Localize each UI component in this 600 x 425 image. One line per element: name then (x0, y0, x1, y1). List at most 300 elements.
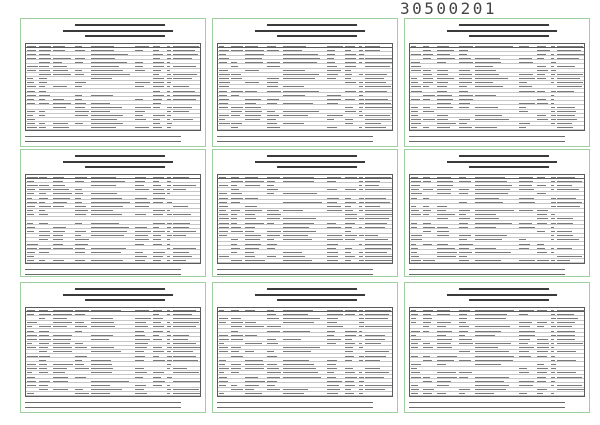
cell-text-line (359, 127, 362, 128)
cell-text-line (283, 351, 311, 352)
cell-text-line (551, 227, 554, 228)
cell-text-line (267, 115, 279, 116)
cell-text-line (27, 111, 35, 112)
cell-text-line (173, 185, 196, 186)
cell-text-line (219, 381, 228, 382)
cell-text-line (39, 54, 50, 55)
cell-text-line (27, 66, 38, 67)
cell-text-line (219, 385, 226, 386)
cell-text-line (345, 231, 351, 232)
cell-text-line (267, 99, 279, 100)
cell-text-line (75, 223, 82, 224)
cell-text-line (475, 335, 495, 336)
cell-text-line (75, 198, 81, 199)
cell-text-line (365, 78, 384, 79)
cell-text-line (153, 177, 164, 178)
cell-text-line (167, 58, 171, 59)
cell-text-line (153, 351, 164, 352)
cell-text-line (153, 252, 165, 253)
cell-text-line (167, 99, 171, 100)
cell-text-line (39, 314, 51, 315)
cell-text-line (365, 372, 389, 373)
cell-text-line (27, 372, 32, 373)
cell-text-line (475, 107, 498, 108)
cell-text-line (245, 103, 256, 104)
cell-text-line (283, 86, 304, 87)
cell-text-line (39, 193, 46, 194)
cell-text-line (219, 256, 229, 257)
cell-text-line (267, 46, 276, 47)
cell-text-line (53, 46, 65, 47)
cell-text-line (39, 74, 51, 75)
report-page (212, 18, 398, 147)
cell-text-line (167, 343, 170, 344)
cell-text-line (537, 70, 548, 71)
cell-text-line (153, 347, 162, 348)
cell-text-line (173, 223, 190, 224)
cell-text-line (53, 127, 69, 128)
cell-text-line (359, 256, 363, 257)
cell-text-line (345, 227, 352, 228)
cell-text-line (437, 360, 454, 361)
cell-text-line (167, 50, 171, 51)
cell-text-line (27, 123, 35, 124)
cell-text-line (231, 193, 242, 194)
cell-text-line (283, 78, 315, 79)
cell-text-line (153, 331, 163, 332)
cell-text-line (231, 389, 243, 390)
cell-text-line (359, 318, 364, 319)
cell-text-line (91, 223, 119, 224)
cell-text-line (135, 351, 144, 352)
cell-text-line (245, 214, 255, 215)
cell-text-line (231, 231, 243, 232)
report-heading-area (253, 155, 383, 169)
cell-text-line (327, 368, 337, 369)
cell-text-line (519, 322, 532, 323)
footer-note-line (217, 141, 373, 142)
cell-text-line (39, 123, 45, 124)
cell-text-line (27, 86, 36, 87)
cell-text-line (411, 86, 421, 87)
cell-text-line (75, 82, 86, 83)
cell-text-line (537, 260, 549, 261)
cell-text-line (283, 70, 305, 71)
cell-text-line (135, 107, 151, 108)
cell-text-line (327, 360, 337, 361)
cell-text-line (53, 189, 69, 190)
cell-text-line (437, 381, 451, 382)
cell-text-line (475, 198, 499, 199)
cell-text-line (551, 95, 554, 96)
cell-text-line (91, 50, 114, 51)
cell-text-line (267, 91, 281, 92)
cell-text-line (537, 347, 549, 348)
cell-text-line (459, 252, 472, 253)
cell-text-line (91, 54, 128, 55)
cell-text-line (359, 185, 362, 186)
cell-text-line (557, 389, 585, 390)
cell-text-line (519, 210, 533, 211)
cell-text-line (219, 364, 225, 365)
cell-text-line (53, 181, 63, 182)
heading-text-line (459, 288, 549, 290)
cell-text-line (167, 331, 170, 332)
cell-text-line (39, 343, 49, 344)
cell-text-line (475, 62, 501, 63)
cell-text-line (245, 177, 258, 178)
cell-text-line (359, 326, 364, 327)
cell-text-line (551, 103, 554, 104)
heading-text-line (255, 30, 365, 32)
cell-text-line (459, 343, 473, 344)
cell-text-line (345, 74, 352, 75)
cell-text-line (27, 46, 36, 47)
cell-text-line (167, 86, 170, 87)
cell-text-line (135, 339, 150, 340)
cell-text-line (551, 185, 554, 186)
cell-text-line (475, 185, 512, 186)
cell-text-line (345, 260, 351, 261)
cell-text-line (173, 119, 193, 120)
cell-text-line (231, 223, 237, 224)
cell-text-line (75, 123, 83, 124)
cell-text-line (557, 74, 583, 75)
cell-text-line (91, 368, 113, 369)
cell-text-line (411, 70, 421, 71)
cell-text-line (537, 248, 545, 249)
cell-text-line (423, 227, 435, 228)
cell-text-line (75, 214, 86, 215)
cell-text-line (551, 360, 555, 361)
cell-text-line (359, 322, 364, 323)
cell-text-line (327, 223, 336, 224)
cell-text-line (459, 218, 470, 219)
cell-text-line (75, 86, 82, 87)
cell-text-line (39, 189, 51, 190)
cell-text-line (219, 235, 227, 236)
cell-text-line (459, 339, 472, 340)
cell-text-line (173, 343, 196, 344)
cell-text-line (557, 86, 582, 87)
cell-text-line (283, 50, 302, 51)
cell-text-line (167, 193, 170, 194)
cell-text-line (475, 119, 509, 120)
cell-text-line (27, 103, 35, 104)
cell-text-line (173, 372, 199, 373)
cell-text-line (245, 50, 264, 51)
cell-text-line (27, 231, 34, 232)
cell-text-line (551, 239, 554, 240)
cell-text-line (557, 343, 583, 344)
cell-text-line (459, 181, 471, 182)
cell-text-line (167, 95, 170, 96)
cell-text-line (551, 310, 554, 311)
cell-text-line (219, 310, 224, 311)
cell-text-line (75, 50, 85, 51)
cell-text-line (345, 256, 355, 257)
cell-text-line (153, 318, 163, 319)
cell-text-line (551, 260, 555, 261)
cell-text-line (411, 111, 418, 112)
cell-text-line (153, 322, 161, 323)
cell-text-line (551, 248, 554, 249)
cell-text-line (173, 326, 196, 327)
heading-text-line (459, 155, 549, 157)
cell-text-line (519, 78, 535, 79)
cell-text-line (519, 198, 534, 199)
cell-text-line (173, 381, 201, 382)
cell-text-line (91, 326, 115, 327)
report-page (404, 149, 590, 277)
cell-text-line (519, 46, 529, 47)
cell-text-line (75, 377, 86, 378)
table-row (410, 392, 584, 396)
cell-text-line (75, 210, 88, 211)
cell-text-line (153, 193, 165, 194)
report-page (212, 282, 398, 413)
cell-text-line (231, 335, 243, 336)
cell-text-line (231, 347, 241, 348)
cell-text-line (231, 107, 243, 108)
cell-text-line (91, 70, 123, 71)
cell-text-line (267, 256, 276, 257)
cell-text-line (153, 381, 165, 382)
cell-text-line (231, 127, 238, 128)
cell-text-line (283, 58, 320, 59)
cell-text-line (551, 58, 554, 59)
cell-text-line (537, 193, 546, 194)
cell-text-line (53, 66, 67, 67)
cell-text-line (39, 351, 47, 352)
cell-text-line (245, 206, 257, 207)
cell-text-line (359, 235, 364, 236)
cell-text-line (365, 62, 393, 63)
cell-text-line (167, 364, 171, 365)
cell-text-line (365, 107, 392, 108)
cell-text-line (537, 177, 545, 178)
cell-text-line (365, 318, 388, 319)
cell-text-line (53, 103, 71, 104)
cell-text-line (267, 62, 280, 63)
heading-text-line (277, 166, 357, 168)
cell-text-line (519, 343, 528, 344)
table-row (218, 392, 392, 396)
cell-text-line (411, 127, 417, 128)
cell-text-line (327, 62, 335, 63)
cell-text-line (359, 372, 362, 373)
cell-text-line (153, 227, 159, 228)
cell-text-line (135, 244, 144, 245)
cell-text-line (153, 54, 163, 55)
cell-text-line (167, 310, 170, 311)
cell-text-line (411, 189, 419, 190)
cell-text-line (245, 46, 258, 47)
cell-text-line (327, 95, 341, 96)
cell-text-line (437, 310, 450, 311)
cell-text-line (459, 372, 472, 373)
cell-text-line (135, 62, 143, 63)
cell-text-line (153, 202, 163, 203)
cell-text-line (135, 326, 148, 327)
cell-text-line (245, 62, 263, 63)
cell-text-line (411, 235, 422, 236)
cell-text-line (231, 248, 240, 249)
report-page (20, 282, 206, 413)
cell-text-line (365, 181, 380, 182)
cell-text-line (411, 62, 420, 63)
cell-text-line (459, 322, 466, 323)
cell-text-line (231, 244, 237, 245)
cell-text-line (219, 214, 228, 215)
cell-text-line (27, 95, 36, 96)
cell-text-line (27, 322, 37, 323)
cell-text-line (135, 189, 149, 190)
cell-text-line (219, 177, 226, 178)
cell-text-line (519, 223, 532, 224)
cell-text-line (75, 260, 85, 261)
cell-text-line (551, 326, 556, 327)
cell-text-line (365, 119, 391, 120)
cell-text-line (423, 343, 430, 344)
cell-text-line (365, 377, 384, 378)
cell-text-line (327, 54, 335, 55)
cell-text-line (557, 335, 575, 336)
cell-text-line (167, 326, 171, 327)
cell-text-line (411, 347, 418, 348)
cell-text-line (231, 91, 243, 92)
record-table (409, 174, 585, 264)
cell-text-line (327, 393, 338, 394)
cell-text-line (345, 372, 355, 373)
cell-text-line (411, 214, 421, 215)
cell-text-line (135, 177, 146, 178)
cell-text-line (283, 115, 308, 116)
cell-text-line (219, 46, 224, 47)
cell-text-line (519, 86, 532, 87)
cell-text-line (219, 86, 229, 87)
cell-text-line (345, 377, 357, 378)
cell-text-line (135, 46, 149, 47)
cell-text-line (231, 202, 240, 203)
heading-text-line (267, 155, 357, 157)
cell-text-line (459, 260, 469, 261)
table-row (410, 259, 584, 263)
cell-text-line (283, 193, 317, 194)
cell-text-line (91, 206, 123, 207)
cell-text-line (167, 107, 172, 108)
cell-text-line (557, 111, 576, 112)
cell-text-line (365, 385, 392, 386)
cell-text-line (53, 364, 73, 365)
cell-text-line (267, 389, 280, 390)
cell-text-line (437, 119, 448, 120)
cell-text-line (91, 231, 127, 232)
cell-text-line (359, 50, 363, 51)
cell-text-line (459, 189, 469, 190)
cell-text-line (245, 82, 259, 83)
cell-text-line (327, 381, 342, 382)
cell-text-line (345, 70, 351, 71)
cell-text-line (167, 210, 170, 211)
cell-text-line (91, 372, 112, 373)
cell-text-line (135, 385, 146, 386)
cell-text-line (173, 360, 198, 361)
cell-text-line (173, 111, 189, 112)
cell-text-line (557, 177, 575, 178)
cell-text-line (411, 54, 421, 55)
cell-text-line (557, 248, 572, 249)
cell-text-line (27, 381, 36, 382)
cell-text-line (475, 181, 507, 182)
cell-text-line (475, 78, 508, 79)
cell-text-line (173, 260, 186, 261)
cell-text-line (551, 206, 556, 207)
cell-text-line (519, 103, 535, 104)
cell-text-line (283, 202, 322, 203)
cell-text-line (27, 185, 38, 186)
cell-text-line (365, 256, 393, 257)
heading-text-line (447, 30, 557, 32)
cell-text-line (327, 46, 343, 47)
cell-text-line (53, 107, 66, 108)
cell-text-line (359, 62, 362, 63)
cell-text-line (459, 351, 470, 352)
cell-text-line (219, 368, 229, 369)
cell-text-line (459, 235, 471, 236)
cell-text-line (557, 50, 581, 51)
cell-text-line (53, 58, 71, 59)
cell-text-line (27, 115, 33, 116)
cell-text-line (91, 339, 109, 340)
cell-text-line (327, 127, 337, 128)
cell-text-line (327, 385, 339, 386)
cell-text-line (411, 248, 418, 249)
cell-text-line (557, 318, 578, 319)
cell-text-line (475, 252, 511, 253)
cell-text-line (219, 70, 228, 71)
cell-text-line (231, 214, 237, 215)
cell-text-line (551, 339, 554, 340)
page-grid (20, 18, 590, 416)
cell-text-line (153, 115, 165, 116)
cell-text-line (475, 46, 513, 47)
cell-text-line (283, 239, 312, 240)
cell-text-line (27, 256, 34, 257)
cell-text-line (423, 223, 431, 224)
cell-text-line (557, 107, 575, 108)
cell-text-line (245, 235, 261, 236)
cell-text-line (345, 202, 356, 203)
cell-text-line (27, 50, 36, 51)
cell-text-line (519, 177, 533, 178)
cell-text-line (551, 347, 554, 348)
cell-text-line (327, 99, 341, 100)
report-page (20, 18, 206, 147)
cell-text-line (437, 231, 449, 232)
cell-text-line (27, 368, 37, 369)
cell-text-line (551, 46, 555, 47)
cell-text-line (365, 177, 391, 178)
cell-text-line (153, 256, 163, 257)
cell-text-line (437, 86, 447, 87)
cell-text-line (167, 223, 172, 224)
cell-text-line (39, 364, 47, 365)
cell-text-line (283, 227, 309, 228)
cell-text-line (411, 385, 418, 386)
cell-text-line (39, 177, 47, 178)
cell-text-line (153, 127, 162, 128)
